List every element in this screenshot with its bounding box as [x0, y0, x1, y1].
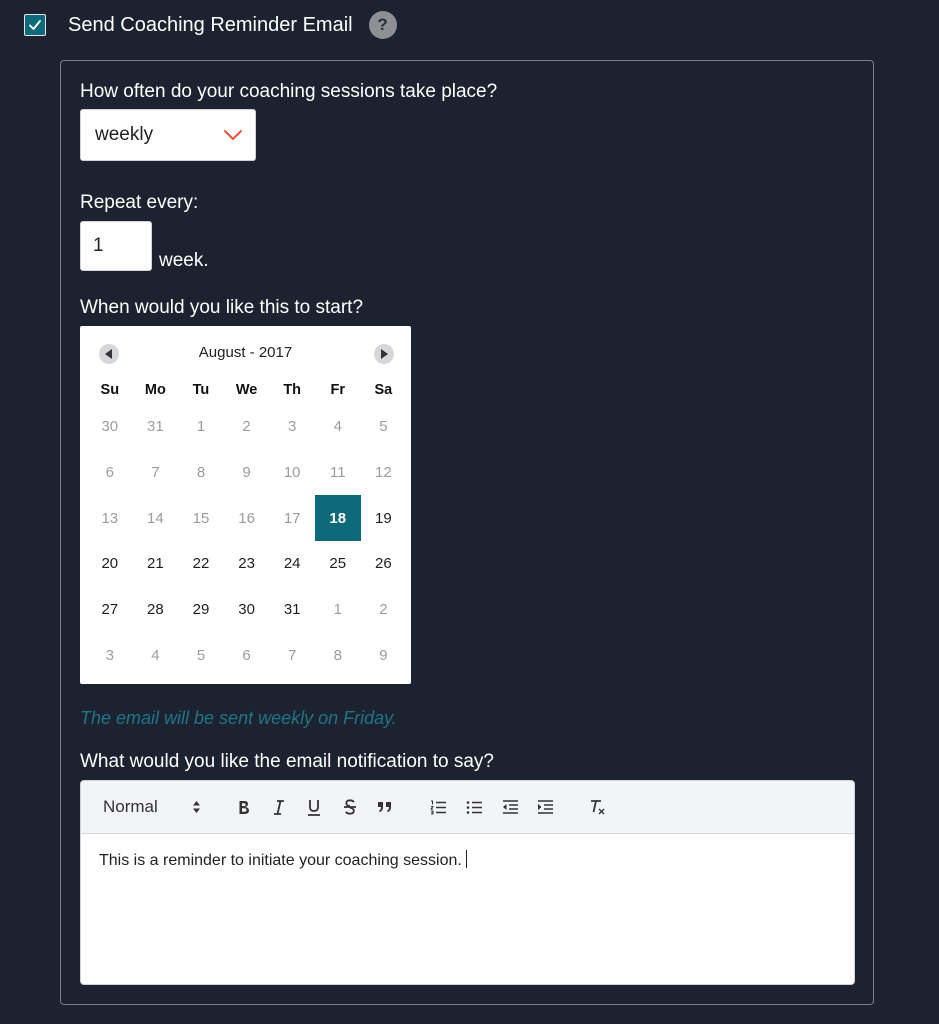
text-format-select[interactable] — [103, 781, 213, 833]
calendar-day[interactable]: 1 — [196, 418, 206, 436]
weekday-label: Su — [100, 382, 120, 398]
underline-icon — [307, 799, 321, 816]
calendar-day[interactable]: 8 — [333, 646, 342, 664]
calendar-day[interactable]: 11 — [329, 464, 346, 482]
calendar-day[interactable]: 4 — [151, 646, 160, 664]
frequency-label: How often do your coaching sessions take place? — [80, 81, 498, 102]
next-month-button[interactable] — [374, 344, 394, 364]
editor-toolbar — [81, 781, 854, 834]
calendar-day[interactable]: 2 — [379, 601, 388, 619]
calendar-day[interactable]: 29 — [192, 601, 210, 619]
repeat-unit-label: week. — [159, 250, 209, 271]
calendar-day[interactable]: 22 — [192, 555, 210, 573]
calendar-day[interactable]: 25 — [329, 555, 347, 573]
send-reminder-checkbox[interactable] — [24, 14, 46, 36]
calendar-weeks — [87, 404, 407, 678]
calendar-day[interactable]: 3 — [288, 418, 297, 436]
quote-icon — [377, 801, 393, 813]
calendar-day[interactable]: 6 — [105, 464, 114, 482]
calendar-day[interactable]: 6 — [242, 646, 251, 664]
weekday-label: Fr — [330, 382, 346, 398]
strikethrough-icon — [343, 799, 357, 815]
reminder-header — [24, 10, 397, 40]
calendar-day[interactable]: 24 — [283, 555, 301, 573]
frequency-select[interactable] — [80, 109, 256, 161]
calendar-day[interactable]: 5 — [379, 418, 388, 436]
send-reminder-label[interactable]: Send Coaching Reminder Email — [68, 13, 353, 36]
calendar-day[interactable]: 1 — [333, 601, 342, 619]
calendar-day[interactable]: 10 — [283, 464, 301, 482]
calendar-month-label: August - 2017 — [198, 344, 293, 361]
italic-icon — [273, 800, 285, 815]
start-date-label: When would you like this to start? — [80, 297, 364, 318]
calendar-day[interactable]: 15 — [192, 509, 210, 527]
calendar-day[interactable]: 2 — [242, 418, 251, 436]
calendar-day[interactable]: 28 — [147, 601, 164, 619]
help-icon[interactable]: ? — [369, 11, 397, 39]
calendar-day[interactable]: 20 — [101, 555, 119, 573]
email-message-text: This is a reminder to initiate your coaching session. — [99, 852, 462, 869]
weekday-label: Mo — [144, 382, 166, 398]
weekday-label: Sa — [374, 382, 393, 398]
underline-button[interactable] — [303, 781, 325, 833]
text-format-value: Normal — [103, 797, 158, 816]
calendar-day[interactable]: 5 — [196, 646, 206, 664]
calendar-week-row — [87, 632, 407, 678]
updown-arrows-icon — [192, 800, 201, 814]
calendar-day-selected[interactable]: 18 — [315, 495, 361, 541]
calendar-header — [80, 342, 411, 366]
calendar-day[interactable]: 26 — [375, 555, 392, 573]
calendar-day[interactable]: 8 — [196, 464, 206, 482]
calendar-day[interactable]: 30 — [101, 418, 119, 436]
calendar-day[interactable]: 12 — [375, 464, 392, 482]
calendar-day[interactable]: 9 — [379, 646, 388, 664]
calendar-day[interactable]: 13 — [101, 509, 119, 527]
weekday-label: Th — [283, 382, 302, 398]
bullet-list-button[interactable] — [463, 781, 485, 833]
calendar-day[interactable]: 3 — [105, 646, 114, 664]
frequency-value: weekly — [95, 124, 154, 145]
calendar-week-row — [87, 541, 407, 587]
calendar-day[interactable]: 4 — [333, 418, 342, 436]
calendar-day[interactable]: 21 — [147, 555, 164, 573]
clear-formatting-button[interactable] — [587, 781, 609, 833]
calendar-day[interactable]: 30 — [238, 601, 255, 619]
calendar-day[interactable]: 17 — [283, 509, 301, 527]
weekday-label: Tu — [192, 382, 210, 398]
italic-button[interactable] — [268, 781, 290, 833]
checkmark-icon — [28, 18, 42, 32]
calendar-day[interactable]: 31 — [147, 418, 164, 436]
ordered-list-button[interactable] — [427, 781, 449, 833]
clear-format-icon — [589, 799, 607, 815]
bold-button[interactable] — [233, 781, 255, 833]
outdent-icon — [502, 800, 519, 814]
calendar-week-row — [87, 495, 407, 541]
indent-button[interactable] — [534, 781, 556, 833]
blockquote-button[interactable] — [374, 781, 396, 833]
outdent-button[interactable] — [499, 781, 521, 833]
weekday-label: We — [235, 382, 258, 398]
ordered-list-icon — [430, 800, 447, 815]
indent-icon — [537, 800, 554, 814]
calendar-day[interactable]: 27 — [101, 601, 119, 619]
bold-icon — [238, 800, 250, 815]
calendar-day[interactable]: 23 — [238, 555, 255, 573]
text-cursor — [466, 850, 467, 868]
triangle-right-icon — [380, 349, 388, 359]
calendar-day[interactable]: 7 — [151, 464, 160, 482]
calendar-day[interactable]: 16 — [238, 509, 255, 527]
calendar-week-row — [87, 450, 407, 496]
repeat-interval-input[interactable]: 1 — [80, 221, 152, 271]
message-label: What would you like the email notification to say? — [80, 751, 494, 772]
start-date-calendar — [80, 326, 411, 684]
calendar-day[interactable]: 9 — [242, 464, 251, 482]
repeat-label: Repeat every: — [80, 192, 199, 213]
calendar-week-row — [87, 587, 407, 633]
chevron-down-icon — [223, 129, 243, 141]
calendar-day[interactable]: 19 — [375, 509, 392, 527]
email-message-editor — [80, 780, 855, 985]
calendar-grid — [87, 376, 407, 678]
calendar-day[interactable]: 14 — [147, 509, 164, 527]
calendar-day[interactable]: 7 — [288, 646, 297, 664]
strikethrough-button[interactable] — [339, 781, 361, 833]
email-message-body[interactable] — [81, 834, 854, 886]
calendar-day[interactable]: 31 — [283, 601, 301, 619]
weekday-header-row — [87, 376, 407, 404]
schedule-summary-note: The email will be sent weekly on Friday. — [80, 708, 397, 728]
bullet-list-icon — [466, 800, 483, 815]
calendar-week-row — [87, 404, 407, 450]
